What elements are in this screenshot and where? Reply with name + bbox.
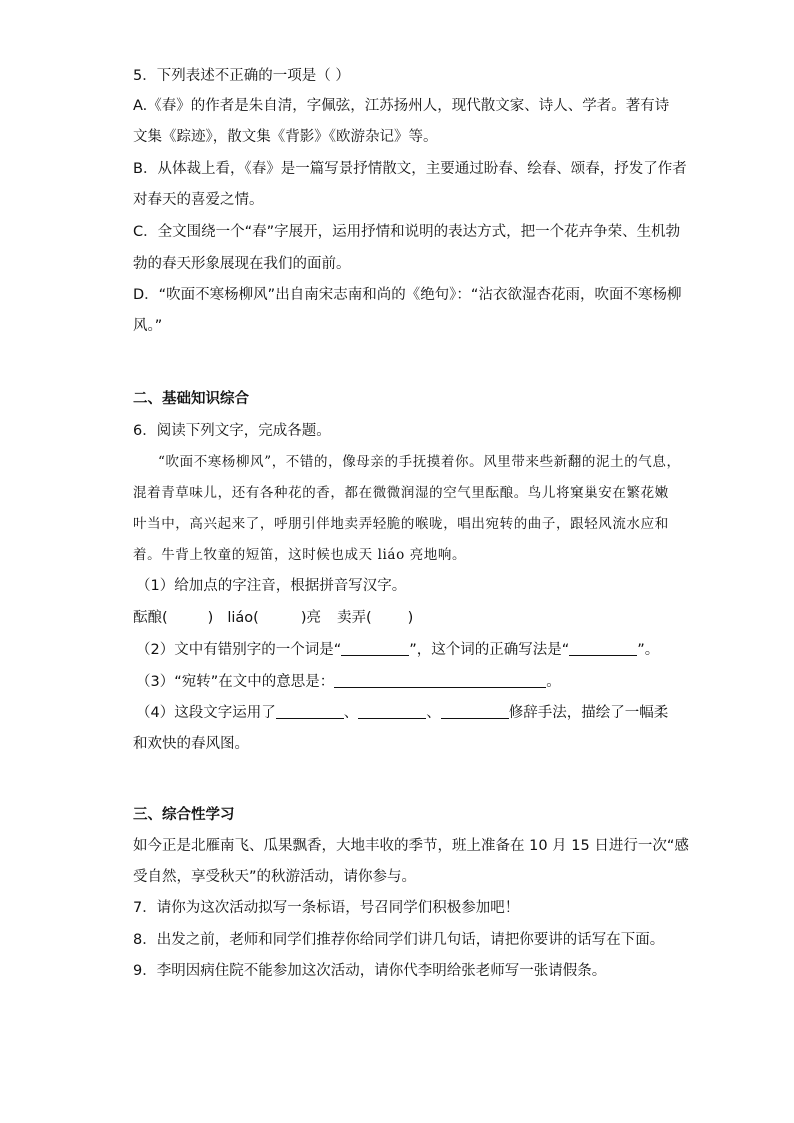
passage-line: “吹面不寒杨柳风”，不错的，像母亲的手抚摸着你。风里带来些新翻的泥土的气息， [158,454,681,470]
q5-option-c-line1: C．全文围绕一个“春”字展开，运用抒情和说明的表达方式，把一个花卉争荣、生机勃 [133,224,681,240]
q5-option-d-line2: 风。” [133,318,163,334]
section-3-intro: 如今正是北雁南飞、瓜果飘香，大地丰收的季节，班上准备在 10 月 15 日进行一次“感 [133,838,689,854]
answer-blank[interactable] [341,641,409,656]
passage-line: 叶当中，高兴起来了，呼朋引伴地卖弄轻脆的喉咙，唱出宛转的曲子，跟轻风流水应和 [133,516,669,532]
section-2-heading: 二、基础知识综合 [133,391,249,407]
fill-label-mainong: 卖弄( [337,610,372,626]
q9: 9．李明因病住院不能参加这次活动，请你代李明给张老师写一张请假条。 [133,963,607,979]
q6-sub2: （2）文中有错别字的一个词是“ ”，这个词的正确写法是“ ”。 [136,642,660,658]
q5-option-b-line2: 对春天的喜爱之情。 [133,192,264,208]
answer-blank[interactable] [334,673,546,688]
q6-fill-row [133,609,413,627]
q6-sub4: （4）这段文字运用了 、 、 修辞手法，描绘了一幅柔 [136,705,669,721]
q5-stem: 5．下列表述不正确的一项是（ ） [133,68,350,84]
answer-blank[interactable] [441,704,509,719]
fill-label-yunniang: 酝酿( [133,610,168,626]
q5-option-d-line1: D．“吹面不寒杨柳风”出自南宋志南和尚的《绝句》：“沾衣欲湿杏花雨，吹面不寒杨柳 [133,287,682,303]
fill-close: ) [207,610,214,626]
answer-blank[interactable] [276,704,344,719]
answer-blank[interactable] [358,704,426,719]
fill-label-liao: liáo( [227,610,259,626]
q5-option-a-line1: A.《春》的作者是朱自清，字佩弦，江苏扬州人，现代散文家、诗人、学者。著有诗 [133,98,670,114]
q6-sub4-cont: 和欢快的春风图。 [133,736,249,752]
q8: 8．出发之前，老师和同学们推荐你给同学们讲几句话，请把你要讲的话写在下面。 [133,932,665,948]
passage-line: 混着青草味儿，还有各种花的香，都在微微润湿的空气里酝酿。鸟儿将窠巢安在繁花嫩 [133,485,669,501]
section-3-heading: 三、综合性学习 [133,807,235,823]
q5-option-b-line1: B．从体裁上看，《春》是一篇写景抒情散文，主要通过盼春、绘春、颂春，抒发了作者 [133,161,687,177]
answer-blank[interactable] [569,641,637,656]
q5-option-a-line2: 文集《踪迹》，散文集《背影》《欧游杂记》等。 [133,129,438,145]
section-3-intro-cont: 受自然，享受秋天”的秋游活动，请你参与。 [133,869,417,885]
q6-sub1: （1）给加点的字注音，根据拼音写汉字。 [136,578,407,594]
fill-close: ) [407,610,414,626]
q6-sub3: （3）“宛转”在文中的意思是： 。 [136,674,561,690]
q5-option-c-line2: 勃的春天形象展现在我们的面前。 [133,256,351,272]
q6-stem: 6．阅读下列文字，完成各题。 [133,423,331,439]
fill-close-liang: )亮 [300,610,321,626]
passage-line: 着。牛背上牧童的短笛，这时候也成天 liáo 亮地响。 [133,547,467,563]
q7: 7．请你为这次活动拟写一条标语，号召同学们积极参加吧！ [133,900,520,916]
